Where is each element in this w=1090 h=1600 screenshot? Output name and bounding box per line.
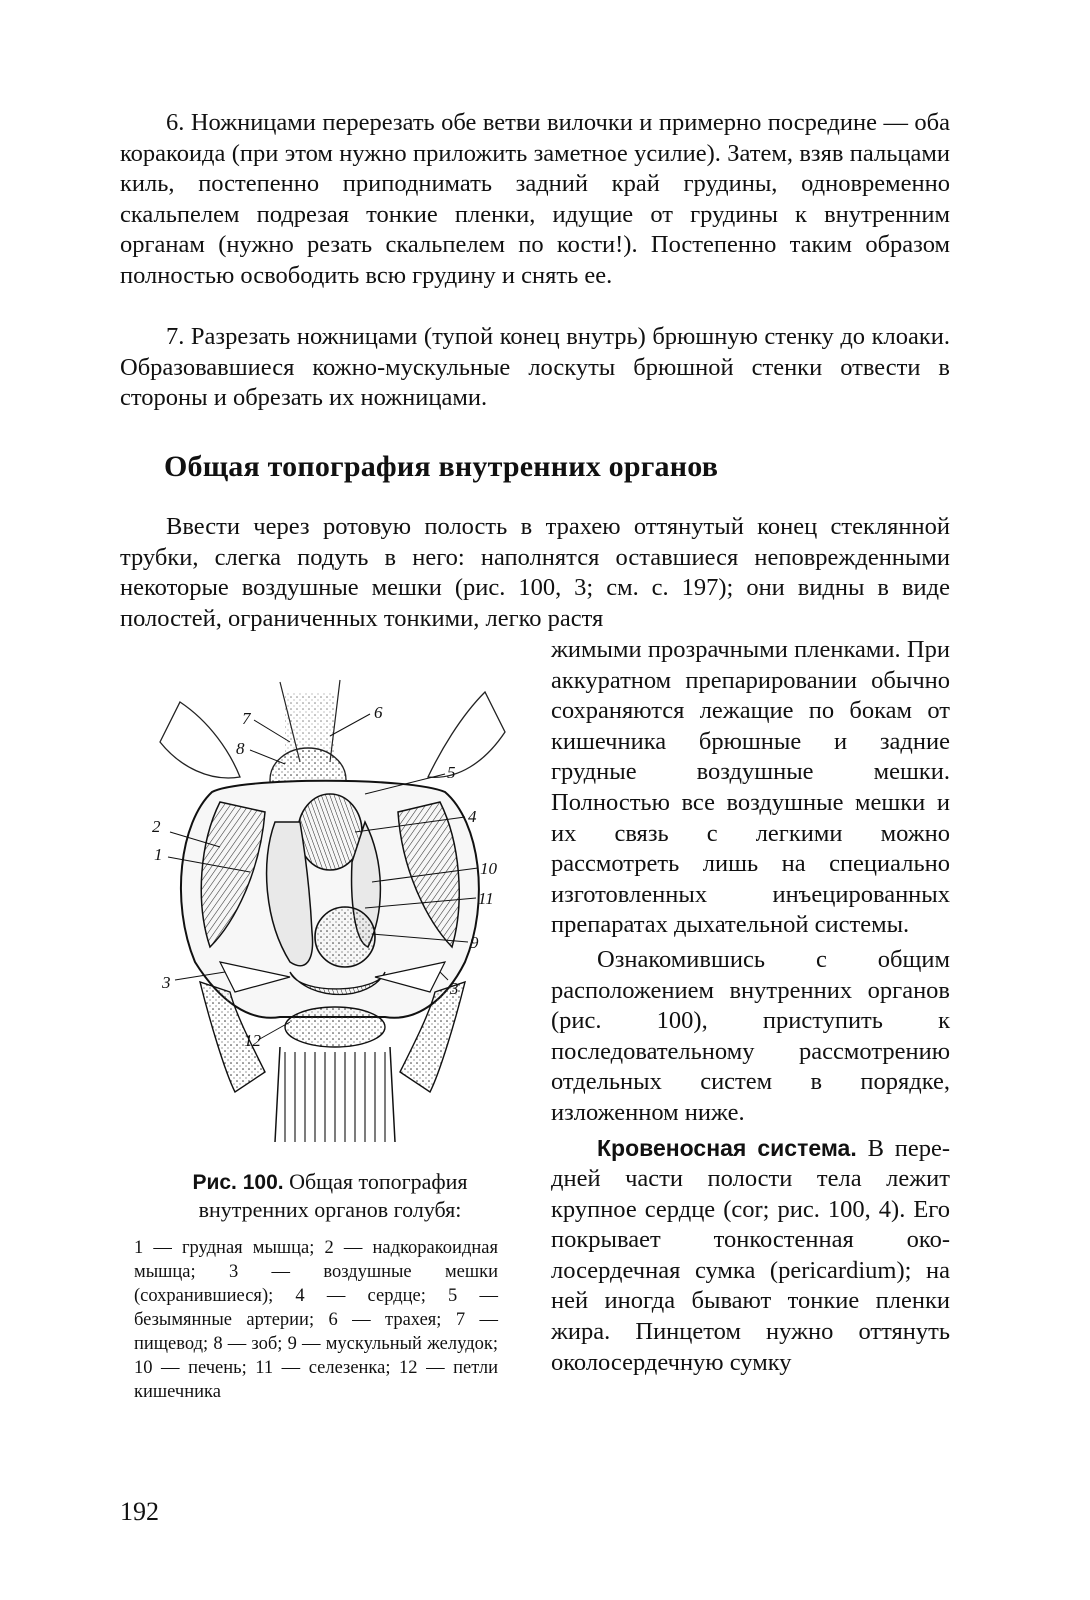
figure-label-8: 8 [236,739,245,758]
figure-label-3-left: 3 [162,973,171,992]
figure-label-5: 5 [447,763,456,782]
figure-number: Рис. 100. [192,1171,284,1194]
figure-label-4: 4 [468,807,477,826]
paragraph-intro: Ввести через ротовую полость в трахею оттянутый конец стеклянной трубки, слегка подуть в него: наполнятся оставшиеся неповрежденными некоторые воздушные мешки (рис. 100, 3; см. с. 197); они видны в виде полостей, ограниченных тонкими, легко растя [120,513,950,632]
paragraph-step-7: 7. Разрезать ножницами (тупой конец внутрь) брюшную стенку до клоаки. Образовавшиеся кожно-мускульные лоскуты брюшной стенки отвести в стороны и обрезать их ножницами. [120,323,950,412]
circulatory-heading: Кровеносная система. [597,1134,857,1161]
figure-caption [140,1168,520,1223]
right-column-text [551,635,950,1378]
figure-label-10: 10 [480,859,497,878]
paragraph-intro-continuation: жимыми прозрачными пленками. При аккуратном препарировании обычно сохраняются лежащие по бокам от кишечника брюшные и задние грудные воздушные мешки. Полностью все воздушные мешки и их связь с легкими можно рассмотреть лишь на специально изготовленных инъецированных препаратах дыхательной системы. [551,636,950,939]
figure-label-7: 7 [242,709,251,728]
section-heading: Общая топография внутренних органов [164,450,719,483]
figure-label-6: 6 [374,703,383,722]
paragraph-step-6: 6. Ножницами перерезать обе ветви вилочки и примерно посредине — оба коракоида (при этом нужно приложить заметное усилие). Затем, взяв пальцами киль, постепенно приподнимать задний край грудины, одновременно скальпелем подрезая тонкие пленки, идущие от грудины к внутренним органам (нужно резать скальпелем по кости!). Постепенно таким образом полностью освободить всю грудину и снять ее. [120,109,950,289]
paragraph-overview: Ознакомившись с общим расположением внутренних органов (рис. 100), приступить к последовательному рассмотрению отдельных систем в порядке, изложенном ниже. [551,945,950,1126]
figure-label-3-right: 3 [450,979,459,998]
figure-label-11: 11 [478,889,494,908]
figure-label-1: 1 [154,845,163,864]
figure-label-9: 9 [470,933,479,952]
figure-label-2: 2 [152,817,161,836]
figure-title: Общая топография внутренних органов голубя: [198,1169,468,1222]
figure-label-12: 12 [244,1031,261,1050]
figure-legend: 1 — грудная мышца; 2 — надкоракоидная мышца; 3 — воздушные мешки (сохранившиеся); 4 — сердце; 5 — безымянные артерии; 6 — трахея; 7 — пищевод; 8 — зоб; 9 — мускульный желудок; 10 — печень; 11 — селезенка; 12 — петли кишечника [134,1238,498,1402]
circulatory-text: В передней части полости тела лежит крупное сердце (cor; рис. 100, 4). Его покрывает тонкостенная околосердечная сумка (pericardium); на ней иногда бывают тонкие пленки жира. Пинцетом нужно оттянуть околосердечную сумку [551,1134,950,1376]
page-number: 192 [120,1497,159,1526]
pigeon-anatomy-illustration [140,672,525,1157]
figure-pigeon-anatomy [140,672,525,1157]
paragraph-circulatory [551,1133,950,1379]
